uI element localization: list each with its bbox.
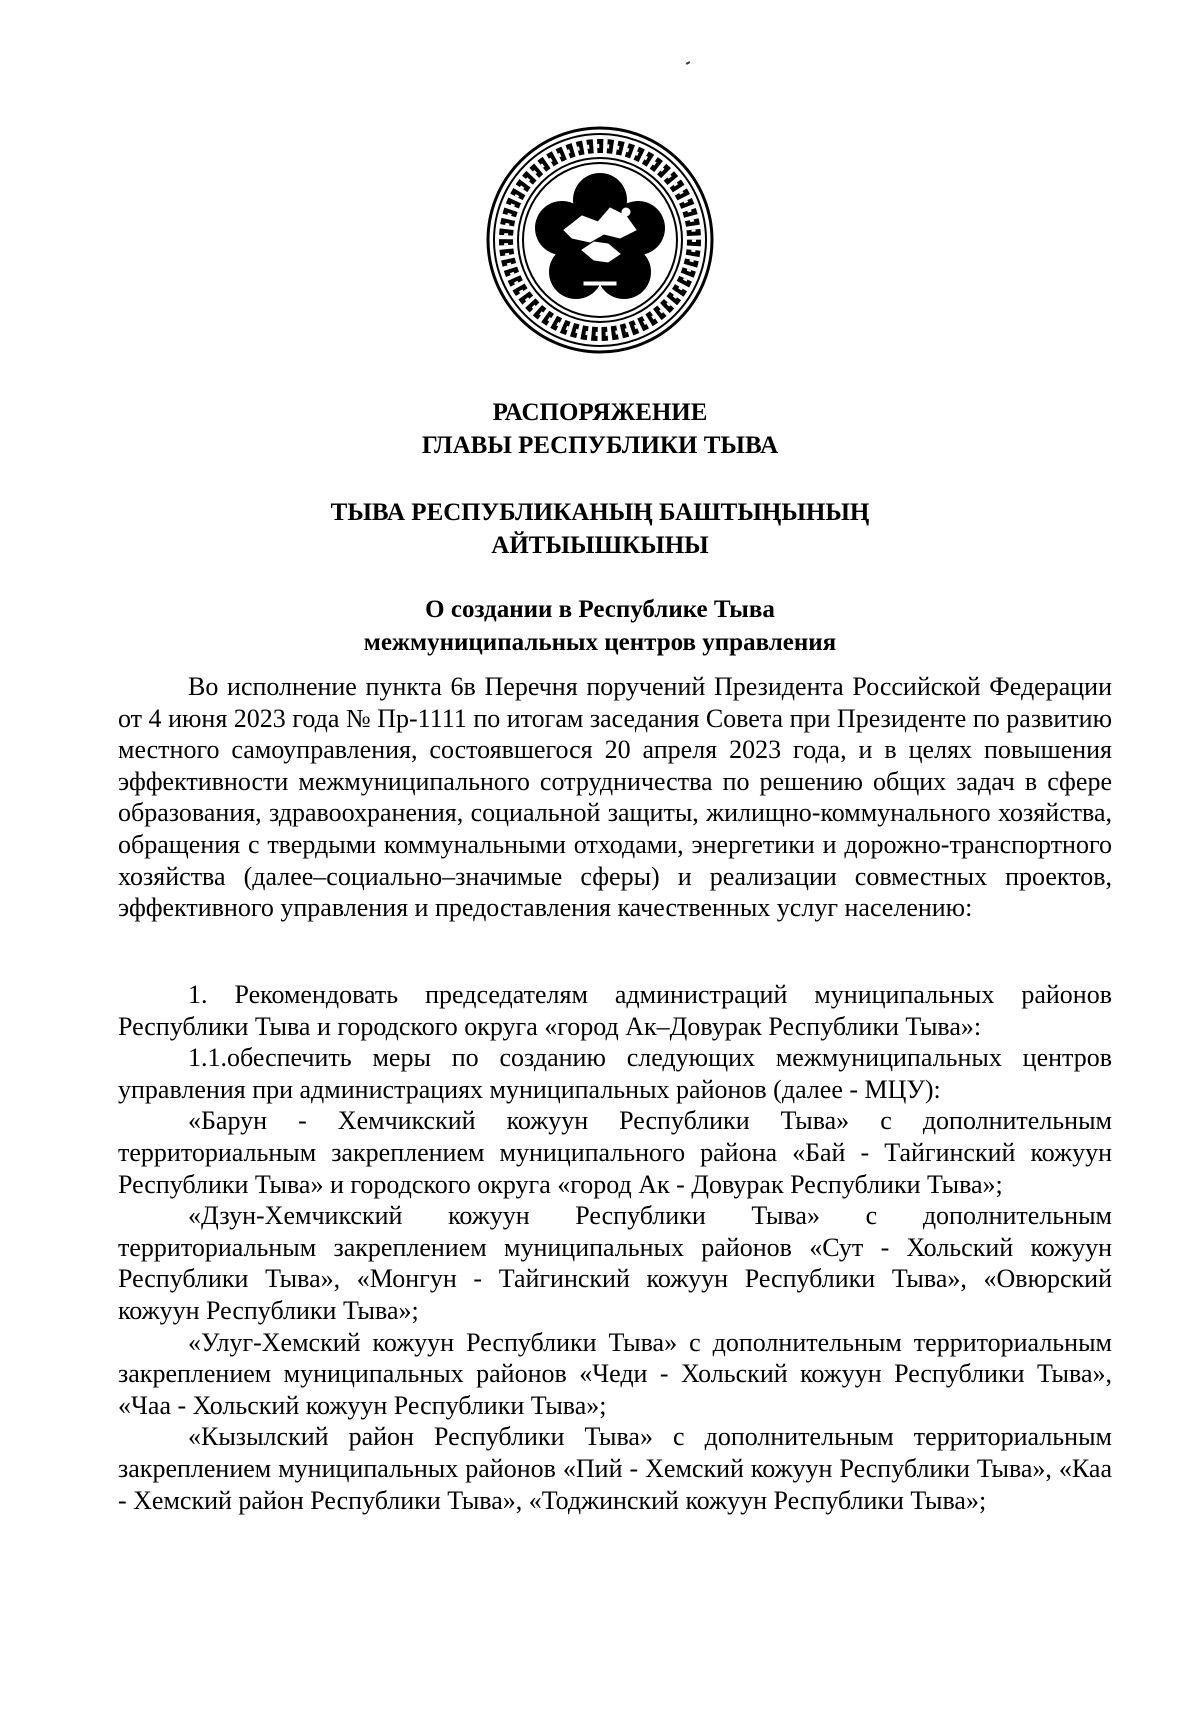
title-tyv-line2: АЙТЫЫШКЫНЫ xyxy=(491,532,709,559)
title-ru-line1: РАСПОРЯЖЕНИЕ xyxy=(492,399,708,426)
subject-line1: О создании в Республике Тыва xyxy=(425,596,775,623)
subject-line2: межмуниципальных центров управления xyxy=(363,629,837,656)
resolution-items xyxy=(118,979,1112,1516)
item-1-1: 1.1.обеспечить меры по созданию следующих межмуниципальных центров управления при администрациях муниципальных районов (далее - МЦУ): xyxy=(118,1043,1112,1104)
document-subject xyxy=(100,593,1100,659)
scan-artifact xyxy=(686,61,690,65)
coat-of-arms-tuva-icon xyxy=(486,126,714,354)
preamble xyxy=(118,671,1112,924)
item-1: 1. Рекомендовать председателям администраций муниципальных районов Республики Тыва и городского округа «город Ак–Довурак Республики Тыва»: xyxy=(118,980,1112,1041)
document-title-tyv xyxy=(100,496,1100,562)
title-ru-line2: ГЛАВЫ РЕСПУБЛИКИ ТЫВА xyxy=(421,432,779,459)
mcu-dzun-khemchik: «Дзун-Хемчикский кожуун Республики Тыва» с дополнительным территориальным закреплением муниципальных районов «Сут - Хольский кожуун Республики Тыва», «Монгун - Тайгинский кожуун Республики Тыва», «Овюрский кожуун Республики Тыва»; xyxy=(118,1201,1112,1325)
preamble-paragraph: Во исполнение пункта 6в Перечня поручений Президента Российской Федерации от 4 июня 2023 года № Пр-1111 по итогам заседания Совета при Президенте по развитию местного самоуправления, состоявшегося 20 апреля 2023 года, и в целях повышения эффективности межмуниципального сотрудничества по решению общих задач в сфере образования, здравоохранения, социальной защиты, жилищно-коммунального хозяйства, обращения с твердыми коммунальными отходами, энергетики и дорожно-транспортного хозяйства (далее–социально–значимые сферы) и реализации совместных проектов, эффективного управления и предоставления качественных услуг населению: xyxy=(118,672,1112,923)
mcu-kyzyl: «Кызылский район Республики Тыва» с дополнительным территориальным закреплением муниципальных районов «Пий - Хемский кожуун Республики Тыва», «Каа - Хемский район Республики Тыва», «Тоджинский кожуун Республики Тыва»; xyxy=(118,1422,1112,1515)
title-tyv-line1: ТЫВА РЕСПУБЛИКАНЫҢ БАШТЫҢЫНЫҢ xyxy=(330,499,870,526)
mcu-ulug-khem: «Улуг-Хемский кожуун Республики Тыва» с дополнительным территориальным закреплением муниципальных районов «Чеди - Хольский кожуун Республики Тыва», «Чаа - Хольский кожуун Республики Тыва»; xyxy=(118,1327,1112,1420)
mcu-barun-khemchik: «Барун - Хемчикский кожуун Республики Тыва» с дополнительным территориальным закреплением муниципального района «Бай - Тайгинский кожуун Республики Тыва» и городского округа «город Ак - Довурак Республики Тыва»; xyxy=(118,1106,1112,1199)
document-title-ru xyxy=(100,396,1100,462)
